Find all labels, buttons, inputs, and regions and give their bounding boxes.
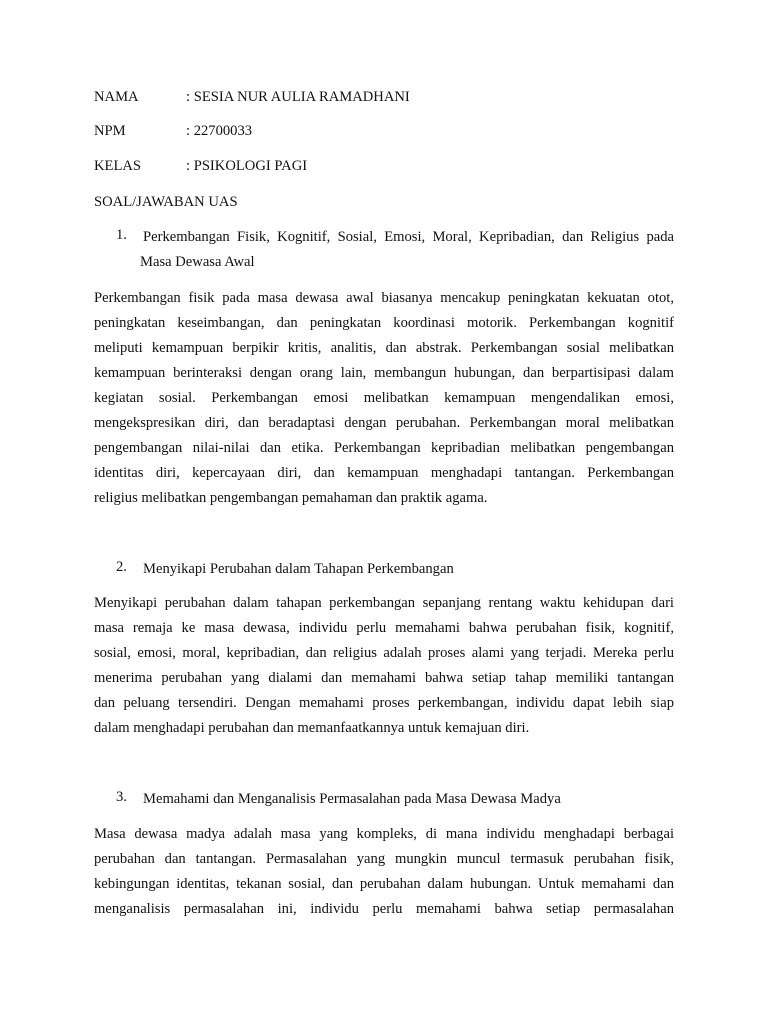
npm-label: NPM xyxy=(94,123,126,139)
section-title: SOAL/JAWABAN UAS xyxy=(94,194,238,210)
answer-line: kemampuan berinteraksi dengan orang lain, membangun hubungan, dan berpartisipasi dalam xyxy=(94,365,674,381)
question-1-number: 1. xyxy=(116,227,127,243)
class-label: KELAS xyxy=(94,158,142,174)
answer-line: Menyikapi perubahan dalam tahapan perkembangan sepanjang rentang waktu kehidupan dari xyxy=(94,595,674,611)
answer-line: meliputi kemampuan berpikir kritis, analitis, dan abstrak. Perkembangan sosial melibatkan xyxy=(94,340,674,356)
answer-line: dalam menghadapi perubahan dan memanfaatkannya untuk kemajuan diri. xyxy=(94,720,530,736)
answer-line: menganalisis permasalahan ini, individu perlu memahami bahwa setiap permasalahan xyxy=(94,901,674,917)
answer-line: kebingungan identitas, tekanan sosial, dan perubahan dalam hubungan. Untuk memahami dan xyxy=(94,876,674,892)
question-2-title: Menyikapi Perubahan dalam Tahapan Perkembangan xyxy=(143,561,454,577)
name-row xyxy=(94,87,410,107)
npm-row xyxy=(94,121,252,141)
question-3-title: Memahami dan Menganalisis Permasalahan pada Masa Dewasa Madya xyxy=(143,791,561,807)
npm-value: : 22700033 xyxy=(186,123,253,139)
question-3-number: 3. xyxy=(116,789,127,805)
question-1-title-line2: Masa Dewasa Awal xyxy=(140,254,255,270)
name-label: NAMA xyxy=(94,89,139,105)
class-value: : PSIKOLOGI PAGI xyxy=(186,158,308,174)
class-row xyxy=(94,156,307,176)
answer-line: sosial, emosi, moral, kepribadian, dan religius adalah proses alami yang terjadi. Mereka perlu xyxy=(94,645,674,661)
answer-3-paragraph xyxy=(94,824,674,924)
answer-line: masa remaja ke masa dewasa, individu perlu memahami bahwa perubahan fisik, kognitif, xyxy=(94,620,674,636)
answer-line: pengembangan nilai-nilai dan etika. Perkembangan kepribadian melibatkan pengembangan xyxy=(94,440,674,456)
question-2-number: 2. xyxy=(116,559,127,575)
answer-line: identitas diri, kepercayaan diri, dan kemampuan menghadapi tantangan. Perkembangan xyxy=(94,465,674,481)
answer-line: Masa dewasa madya adalah masa yang kompleks, di mana individu menghadapi berbagai xyxy=(94,826,674,842)
answer-line: menerima perubahan yang dialami dan memahami bahwa setiap tahap memiliki tantangan xyxy=(94,670,674,686)
answer-line: kegiatan sosial. Perkembangan emosi melibatkan kemampuan mengendalikan emosi, xyxy=(94,390,674,406)
answer-line: Perkembangan fisik pada masa dewasa awal biasanya mencakup peningkatan kekuatan otot, xyxy=(94,290,674,306)
answer-2-paragraph xyxy=(94,593,674,743)
answer-1-paragraph xyxy=(94,288,674,513)
name-value: : SESIA NUR AULIA RAMADHANI xyxy=(186,89,410,105)
answer-line: perubahan dan tantangan. Permasalahan yang mungkin muncul termasuk perubahan fisik, xyxy=(94,851,674,867)
answer-line: peningkatan keseimbangan, dan peningkatan koordinasi motorik. Perkembangan kognitif xyxy=(94,315,674,331)
answer-line: religius melibatkan pengembangan pemahaman dan praktik agama. xyxy=(94,490,488,506)
question-1-title-line1: Perkembangan Fisik, Kognitif, Sosial, Emosi, Moral, Kepribadian, dan Religius pada xyxy=(143,229,674,245)
answer-line: dan peluang tersendiri. Dengan memahami proses perkembangan, individu dapat lebih siap xyxy=(94,695,674,711)
answer-line: mengekspresikan diri, dan beradaptasi dengan perubahan. Perkembangan moral melibatkan xyxy=(94,415,674,431)
